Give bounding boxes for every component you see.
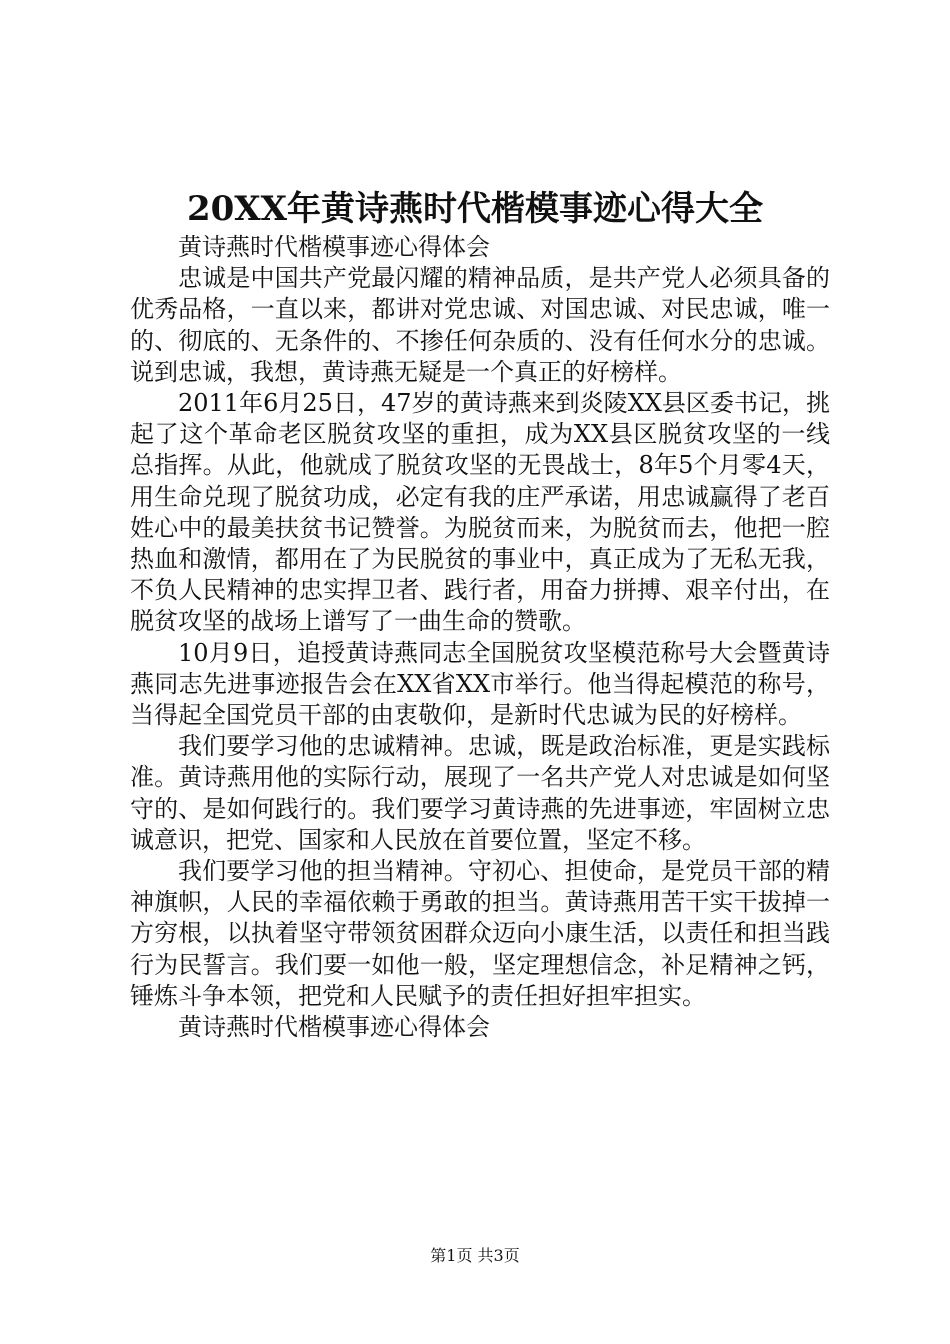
paragraph-7: 黄诗燕时代楷模事迹心得体会 (178, 1013, 490, 1042)
document-body (130, 232, 830, 1043)
paragraph-2: 忠诚是中国共产党最闪耀的精神品质，是共产党人必须具备的优秀品格，一直以来，都讲对党忠诚、对国忠诚、对民忠诚，唯一的、彻底的、无条件的、不掺任何杂质的、没有任何水分的忠诚。说到忠诚，我想，黄诗燕无疑是一个真正的好榜样。 (130, 264, 830, 386)
document-title: 20XX年黄诗燕时代楷模事迹心得大全 (186, 189, 764, 229)
paragraph-5: 我们要学习他的忠诚精神。忠诚，既是政治标准，更是实践标准。黄诗燕用他的实际行动，展现了一名共产党人对忠诚是如何坚守的、是如何践行的。我们要学习黄诗燕的先进事迹，牢固树立忠诚意识，把党、国家和人民放在首要位置，坚定不移。 (130, 732, 830, 854)
paragraph-6: 我们要学习他的担当精神。守初心、担使命，是党员干部的精神旗帜，人民的幸福依赖于勇敢的担当。黄诗燕用苦干实干拔掉一方穷根，以执着坚守带领贫困群众迈向小康生活，以责任和担当践行为民誓言。我们要一如他一般，坚定理想信念，补足精神之钙，锤炼斗争本领，把党和人民赋予的责任担好担牢担实。 (130, 857, 830, 1010)
paragraph-4: 10月9日，追授黄诗燕同志全国脱贫攻坚模范称号大会暨黄诗燕同志先进事迹报告会在XX省XX市举行。他当得起模范的称号，当得起全国党员干部的由衷敬仰，是新时代忠诚为民的好榜样。 (130, 638, 830, 730)
paragraph-1: 黄诗燕时代楷模事迹心得体会 (178, 233, 490, 261)
page-footer: 第1页 共3页 (430, 1246, 520, 1265)
paragraph-3: 2011年6月25日，47岁的黄诗燕来到炎陵XX县区委书记，挑起了这个革命老区脱贫攻坚的重担，成为XX县区脱贫攻坚的一线总指挥。从此，他就成了脱贫攻坚的无畏战士，8年5个月零4天，用生命兑现了脱贫功成，必定有我的庄严承诺，用忠诚赢得了老百姓心中的最美扶贫书记赞誉。为脱贫而来，为脱贫而去，他把一腔热血和激情，都用在了为民脱贫的事业中，真正成为了无私无我，不负人民精神的忠实捍卫者、践行者，用奋力拼搏、艰辛付出，在脱贫攻坚的战场上谱写了一曲生命的赞歌。 (130, 389, 830, 636)
